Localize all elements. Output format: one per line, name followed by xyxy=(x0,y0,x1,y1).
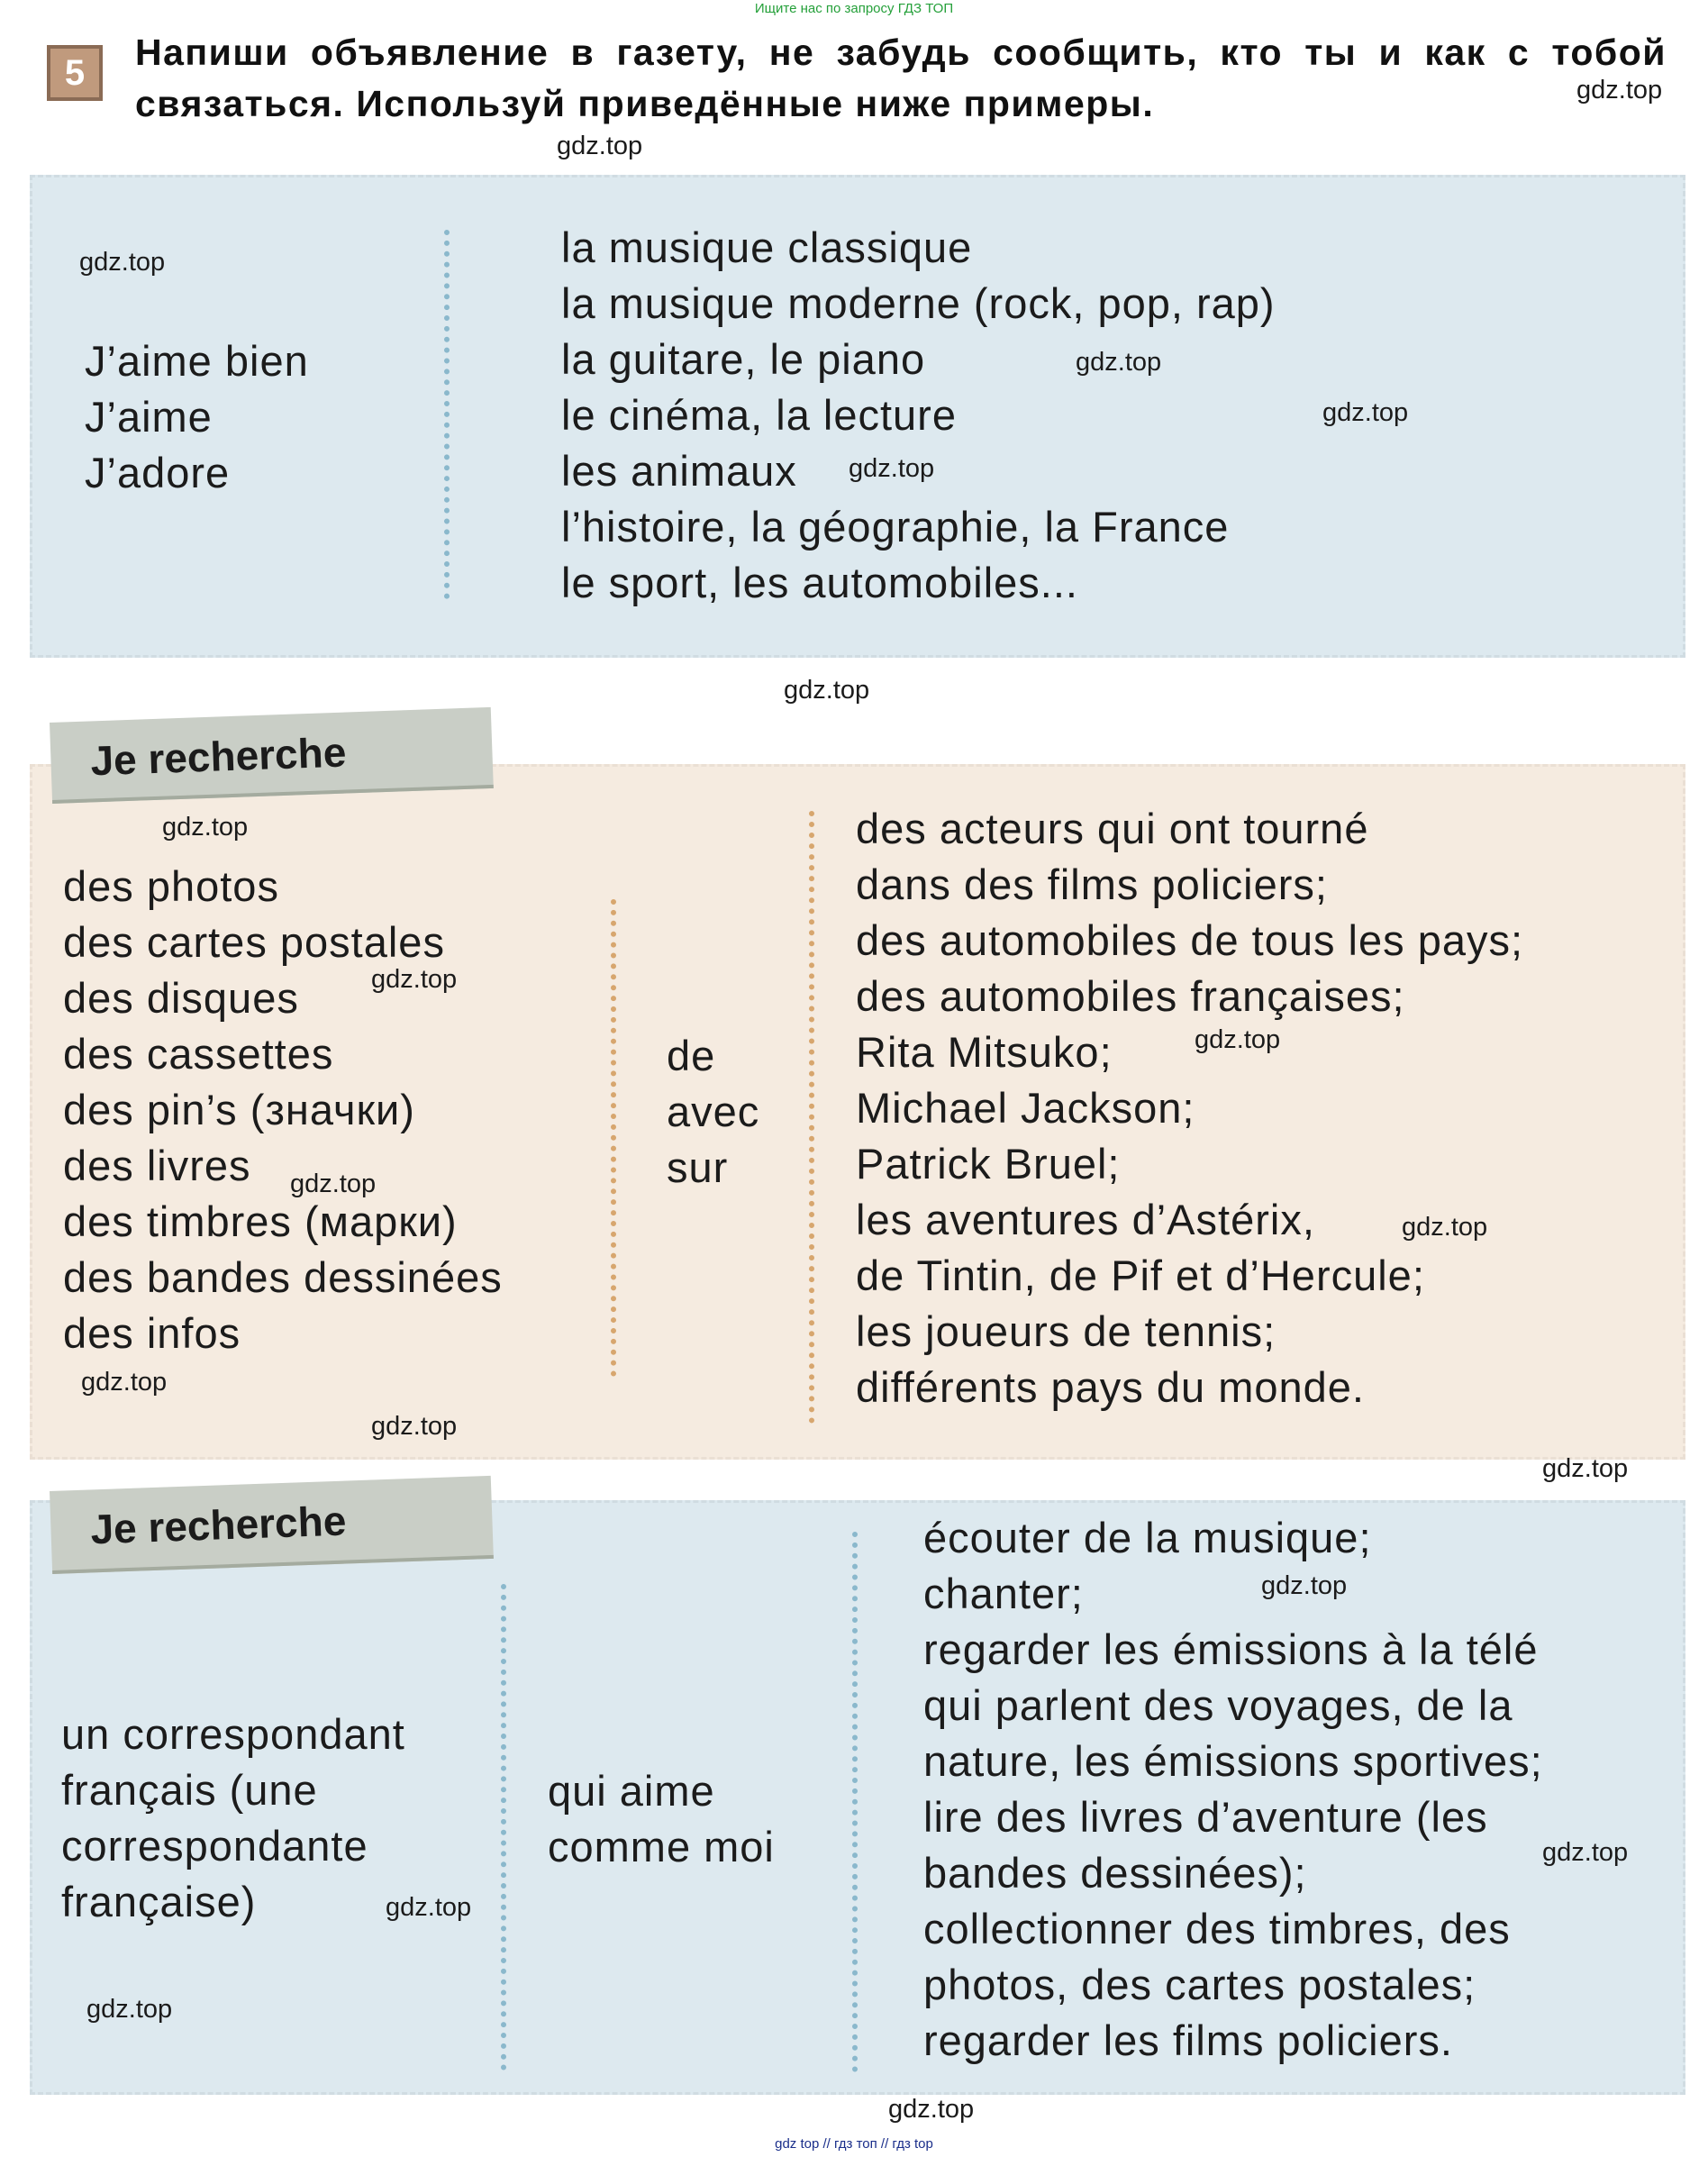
topics-right-item: de Tintin, de Pif et d’Hercule; xyxy=(856,1251,1425,1299)
preposition-item: sur xyxy=(667,1143,729,1191)
watermark: gdz.top xyxy=(1402,1213,1488,1242)
items-left-item: des photos xyxy=(63,862,279,910)
activity-item: écouter de la musique; xyxy=(923,1514,1372,1561)
activity-item: nature, les émissions sportives; xyxy=(923,1737,1543,1785)
topics-right-item: Rita Mitsuko; xyxy=(856,1028,1113,1076)
topics-right-item: Michael Jackson; xyxy=(856,1084,1195,1132)
likes-left-item: J’aime xyxy=(85,393,213,441)
topics-right-item: les aventures d’Astérix, xyxy=(856,1196,1315,1243)
likes-left-item: J’aime bien xyxy=(85,337,309,385)
watermark: gdz.top xyxy=(1076,348,1162,377)
likes-right-item: la musique classique xyxy=(561,223,973,271)
qui-aime-column xyxy=(548,1763,775,1875)
dotted-divider xyxy=(444,230,450,599)
topics-right-item: dans des films policiers; xyxy=(856,860,1328,908)
items-left-item: des pin’s (значки) xyxy=(63,1086,415,1133)
watermark: gdz.top xyxy=(1542,1838,1629,1867)
watermark: gdz.top xyxy=(86,1995,173,2024)
items-left-item: des cartes postales xyxy=(63,918,445,966)
topics-right-column xyxy=(856,801,1523,1415)
activity-item: qui parlent des voyages, de la xyxy=(923,1681,1513,1729)
preposition-item: de xyxy=(667,1032,716,1079)
correspondent-left-column xyxy=(61,1706,405,1930)
watermark: gdz.top xyxy=(79,248,166,277)
likes-right-item: le sport, les automobiles... xyxy=(561,559,1078,606)
je-recherche-tag: Je recherche xyxy=(50,1476,494,1574)
watermark: gdz.top xyxy=(371,965,458,994)
dotted-divider xyxy=(809,811,814,1424)
topics-right-item: Patrick Bruel; xyxy=(856,1140,1121,1188)
items-left-item: des infos xyxy=(63,1309,241,1357)
items-left-column xyxy=(63,859,503,1361)
activity-item: regarder les émissions à la télé xyxy=(923,1625,1539,1673)
watermark: gdz.top xyxy=(371,1412,458,1441)
watermark: gdz.top xyxy=(1322,398,1409,427)
topics-right-item: différents pays du monde. xyxy=(856,1363,1365,1411)
watermark: gdz.top xyxy=(784,676,870,705)
watermark: gdz.top xyxy=(1576,76,1663,105)
watermark: gdz.top xyxy=(386,1893,472,1922)
correspondent-left-item: correspondante xyxy=(61,1822,368,1870)
qui-aime-item: comme moi xyxy=(548,1823,775,1870)
correspondent-left-item: française) xyxy=(61,1878,257,1925)
items-left-item: des cassettes xyxy=(63,1030,334,1078)
task-number-badge: 5 xyxy=(47,45,103,101)
items-left-item: des timbres (марки) xyxy=(63,1197,458,1245)
topics-right-item: des automobiles françaises; xyxy=(856,972,1405,1020)
topics-right-item: des acteurs qui ont tourné xyxy=(856,805,1369,852)
qui-aime-item: qui aime xyxy=(548,1767,715,1815)
likes-right-item: le cinéma, la lecture xyxy=(561,391,957,439)
prepositions-column xyxy=(667,1028,759,1196)
correspondent-left-item: français (une xyxy=(61,1766,318,1814)
likes-right-column xyxy=(561,220,1276,611)
dotted-divider xyxy=(501,1584,506,2071)
activity-item: chanter; xyxy=(923,1570,1084,1617)
bottom-banner: gdz top // гдз топ // гдз top xyxy=(775,2136,933,2152)
likes-right-item: l’histoire, la géographie, la France xyxy=(561,503,1230,551)
watermark: gdz.top xyxy=(1542,1454,1629,1483)
watermark: gdz.top xyxy=(1261,1571,1348,1600)
watermark: gdz.top xyxy=(849,454,935,483)
watermark: gdz.top xyxy=(290,1170,377,1198)
topics-right-item: des automobiles de tous les pays; xyxy=(856,916,1524,964)
je-recherche-tag: Je recherche xyxy=(50,707,494,804)
likes-left-column xyxy=(85,333,309,501)
watermark: gdz.top xyxy=(81,1368,168,1397)
activity-item: regarder les films policiers. xyxy=(923,2016,1453,2064)
topics-right-item: les joueurs de tennis; xyxy=(856,1307,1276,1355)
items-left-item: des bandes dessinées xyxy=(63,1253,503,1301)
dotted-divider xyxy=(611,899,616,1377)
preposition-item: avec xyxy=(667,1088,760,1135)
watermark: gdz.top xyxy=(888,2095,975,2124)
dotted-divider xyxy=(852,1532,858,2072)
correspondent-left-item: un correspondant xyxy=(61,1710,405,1758)
top-banner: Ищите нас по запросу ГДЗ ТОП xyxy=(754,1,954,16)
likes-right-item: les animaux xyxy=(561,447,797,495)
likes-left-item: J’adore xyxy=(85,449,231,496)
watermark: gdz.top xyxy=(557,132,643,160)
likes-right-item: la guitare, le piano xyxy=(561,335,926,383)
activity-item: lire des livres d’aventure (les xyxy=(923,1793,1488,1841)
watermark: gdz.top xyxy=(1195,1025,1281,1054)
activity-item: bandes dessinées); xyxy=(923,1849,1307,1897)
task-instruction: Напиши объявление в газету, не забудь сообщить, кто ты и как с тобой связаться. Используй приведённые ниже примеры. xyxy=(135,32,1667,124)
likes-right-item: la musique moderne (rock, pop, rap) xyxy=(561,279,1276,327)
activities-right-column xyxy=(923,1510,1543,2069)
activity-item: collectionner des timbres, des xyxy=(923,1905,1511,1952)
items-left-item: des livres xyxy=(63,1142,251,1189)
watermark: gdz.top xyxy=(162,813,249,842)
activity-item: photos, des cartes postales; xyxy=(923,1961,1476,2008)
items-left-item: des disques xyxy=(63,974,299,1022)
